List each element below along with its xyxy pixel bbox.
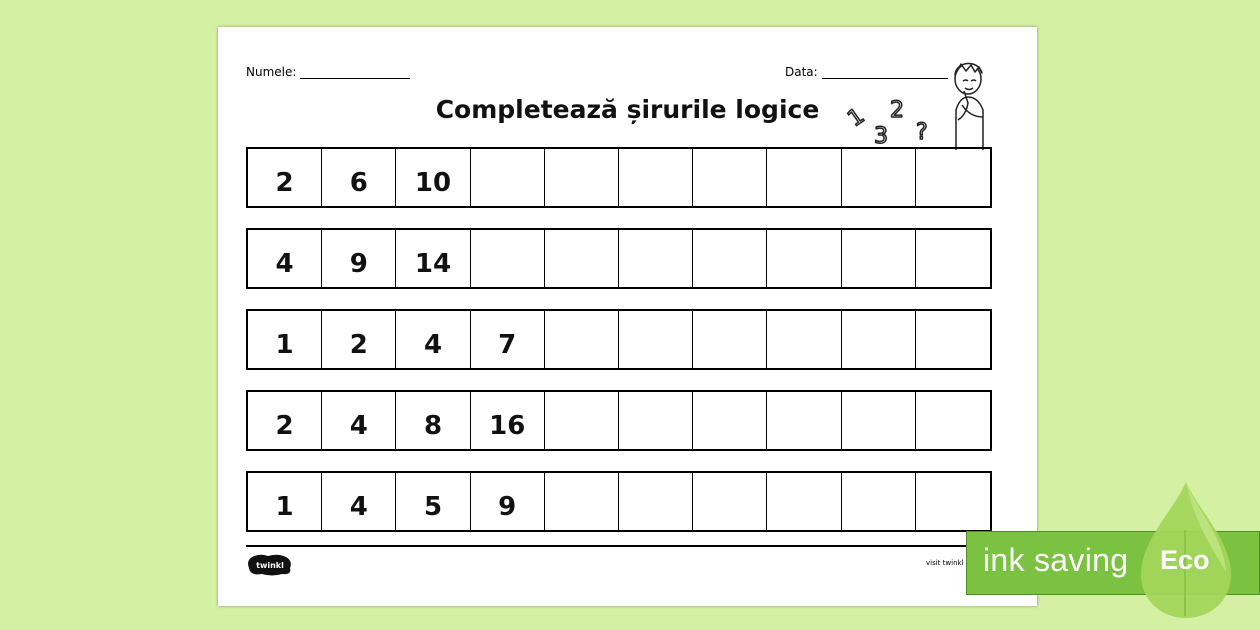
sequence-cell: [619, 230, 693, 287]
twinkl-logo-text: twinkl: [256, 561, 284, 570]
footer-divider: [246, 545, 1012, 547]
sequence-cell: 16: [471, 392, 545, 449]
sequence-row: [246, 390, 992, 451]
sequence-cell: [693, 230, 767, 287]
sequence-cell: [471, 149, 545, 206]
sequence-cell: [767, 149, 841, 206]
sequence-cell: 4: [322, 473, 396, 530]
sequence-cell: 2: [322, 311, 396, 368]
sequence-cell: [619, 149, 693, 206]
sequence-cell: 5: [396, 473, 470, 530]
name-label: Numele:: [246, 65, 297, 79]
sequence-cell: [842, 230, 916, 287]
sequence-cell: [916, 149, 990, 206]
name-field: [246, 64, 410, 79]
sequence-cell: [842, 392, 916, 449]
sequence-cell: [545, 230, 619, 287]
sequence-cell: 4: [322, 392, 396, 449]
sequence-cell: [693, 311, 767, 368]
sequence-cell: 9: [471, 473, 545, 530]
sequence-cell: [619, 311, 693, 368]
sequence-cell: [916, 230, 990, 287]
eco-badge: Eco: [1160, 545, 1210, 575]
sequence-cell: [767, 473, 841, 530]
sequence-row: [246, 471, 992, 532]
sequence-cell: [916, 311, 990, 368]
sequence-cell: 9: [322, 230, 396, 287]
sequence-cell: [767, 230, 841, 287]
sequence-cell: [842, 311, 916, 368]
sequence-cell: [767, 311, 841, 368]
twinkl-logo[interactable]: [246, 553, 294, 577]
date-label: Data:: [785, 65, 818, 79]
sequence-grid: [246, 147, 992, 552]
sequence-cell: [842, 149, 916, 206]
sequence-cell: [916, 473, 990, 530]
sequence-cell: [693, 149, 767, 206]
sequence-cell: [471, 230, 545, 287]
sequence-cell: [545, 311, 619, 368]
svg-text:2: 2: [890, 98, 904, 123]
sequence-cell: [545, 392, 619, 449]
thinking-boy-illustration: [838, 55, 998, 150]
sequence-cell: 7: [471, 311, 545, 368]
sequence-cell: 6: [322, 149, 396, 206]
sequence-cell: 4: [248, 230, 322, 287]
sequence-cell: 1: [248, 473, 322, 530]
sequence-row: [246, 147, 992, 208]
visit-link[interactable]: visit twinkl: [926, 559, 964, 567]
sequence-cell: 14: [396, 230, 470, 287]
sequence-cell: [916, 392, 990, 449]
sequence-cell: 2: [248, 149, 322, 206]
svg-text:1: 1: [843, 103, 870, 133]
sequence-cell: [842, 473, 916, 530]
sequence-cell: [619, 392, 693, 449]
sequence-cell: [545, 473, 619, 530]
ink-saving-text: ink saving: [983, 542, 1129, 578]
sequence-cell: [619, 473, 693, 530]
sequence-row: [246, 309, 992, 370]
sequence-cell: [545, 149, 619, 206]
sequence-row: [246, 228, 992, 289]
svg-text:?: ?: [916, 120, 928, 145]
worksheet-page: [218, 27, 1037, 606]
sequence-cell: 10: [396, 149, 470, 206]
sequence-cell: 2: [248, 392, 322, 449]
sequence-cell: 1: [248, 311, 322, 368]
name-line: [300, 64, 410, 79]
sequence-cell: [767, 392, 841, 449]
sequence-cell: [693, 473, 767, 530]
svg-text:3: 3: [874, 124, 888, 149]
sequence-cell: 4: [396, 311, 470, 368]
sequence-cell: [693, 392, 767, 449]
worksheet-title: Completează șirurile logice: [435, 95, 820, 124]
sequence-cell: 8: [396, 392, 470, 449]
